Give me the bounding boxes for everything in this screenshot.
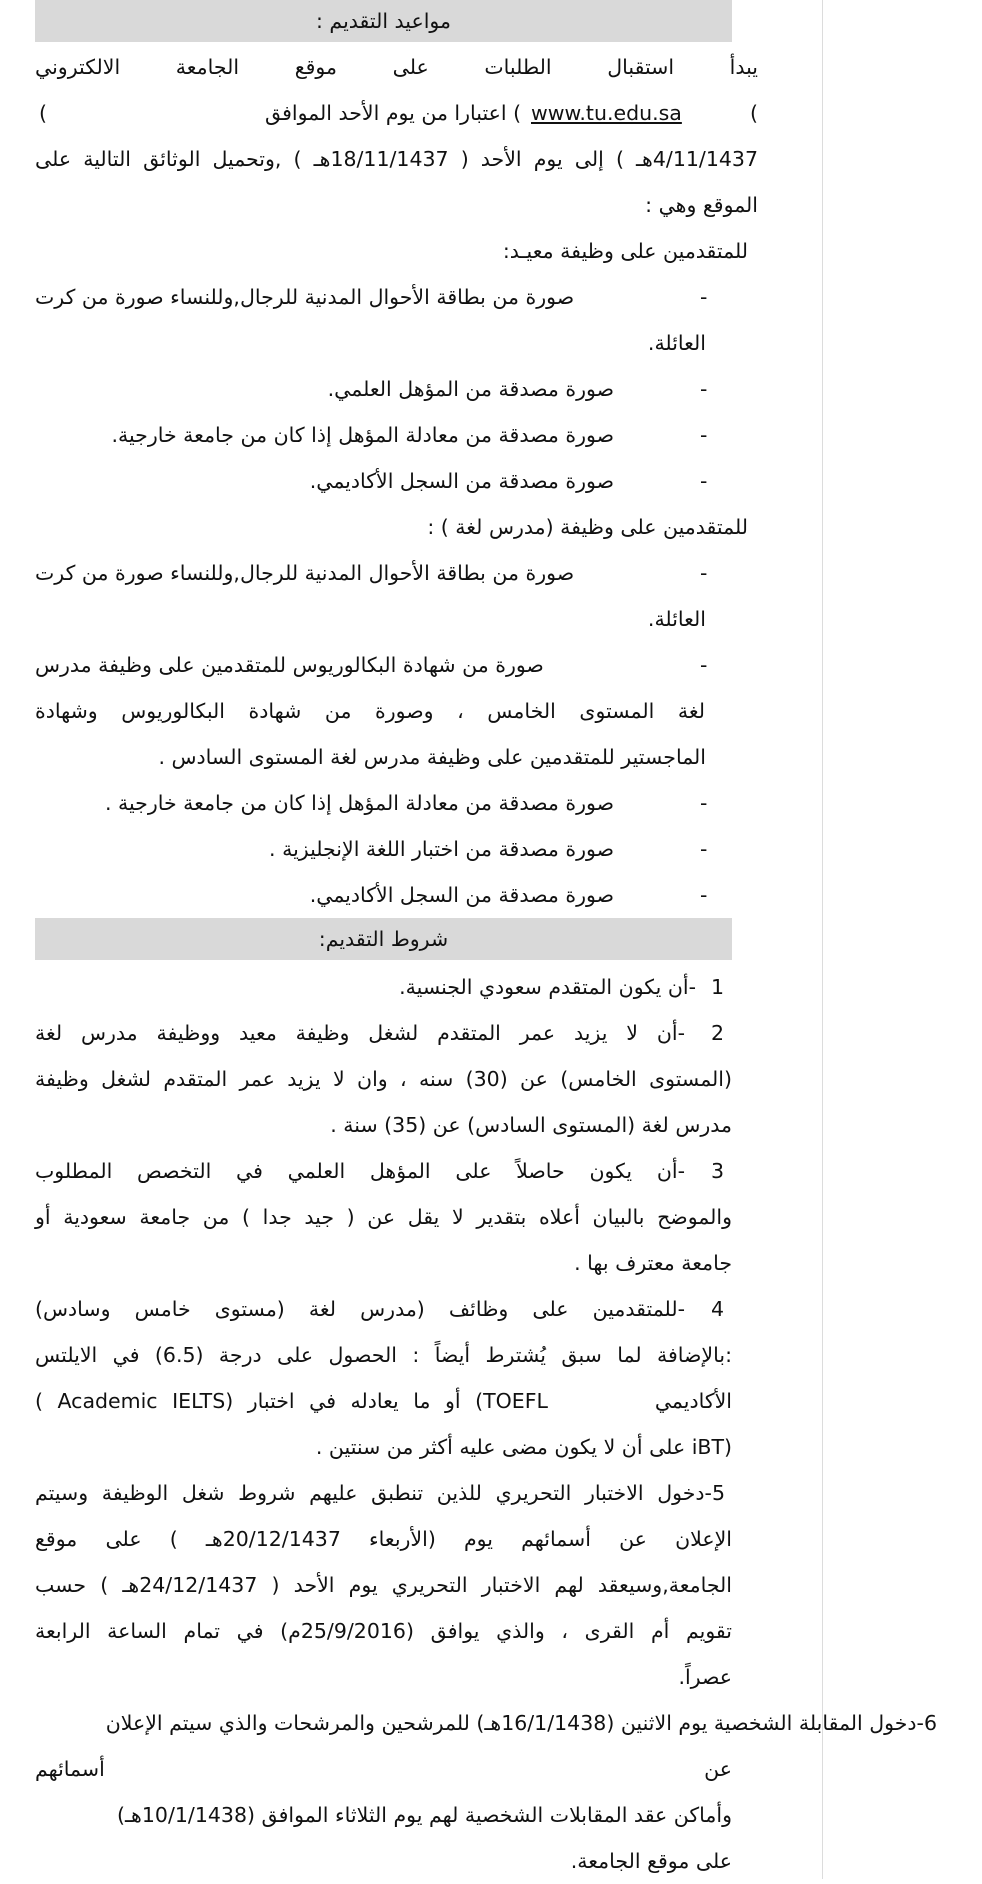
- condition-4-line-1: -للمتقدمين على وظائف (مدرس لغة (مستوى خامس وسادس): [35, 1297, 685, 1321]
- intro-line-1: يبدأ استقبال الطلبات على موقع الجامعة الالكتروني: [35, 55, 758, 79]
- condition-5-line-3: الجامعة,وسيعقد لهم الاختبار التحريري يوم الأحد ( 24/12/1437هـ ) حسب: [35, 1573, 732, 1597]
- university-website-link[interactable]: www.tu.edu.sa: [531, 101, 682, 125]
- condition-5-line-4: تقويم أم القرى ، والذي يوافق (25/9/2016م) في تمام الساعة الرابعة: [35, 1619, 732, 1643]
- condition-2-line-2: (المستوى الخامس) عن (30) سنه ، وان لا يزيد عمر المتقدم لشغل وظيفة: [35, 1067, 732, 1091]
- lt-item-3: صورة مصدقة من معادلة المؤهل إذا كان من جامعة خارجية .: [104, 791, 614, 815]
- bullet-dash: -: [700, 423, 708, 447]
- paren-open: (: [39, 101, 47, 125]
- bullet-dash: -: [700, 883, 708, 907]
- intro-line-2-text: ) اعتبارا من يوم الأحد الموافق: [265, 101, 522, 125]
- bullet-dash: -: [700, 377, 708, 401]
- teaching-assistant-heading: للمتقدمين على وظيفة معيـد:: [502, 239, 748, 263]
- condition-number: 4: [711, 1297, 725, 1321]
- ta-item-1: صورة من بطاقة الأحوال المدنية للرجال,وللنساء صورة من كرت: [35, 285, 575, 309]
- language-teacher-heading: للمتقدمين على وظيفة (مدرس لغة ) :: [427, 515, 748, 539]
- condition-4-line-3-ar: الأكاديمي: [654, 1389, 732, 1413]
- lt-item-1-cont: العائلة.: [647, 607, 706, 631]
- condition-4-line-4-en: iBT): [691, 1435, 732, 1459]
- lt-item-2-cont-2: الماجستير للمتقدمين على وظيفة مدرس لغة المستوى السادس .: [158, 745, 706, 769]
- application-dates-heading: [35, 0, 732, 42]
- condition-6-line-3: وأماكن عقد المقابلات الشخصية لهم يوم الثلاثاء الموافق (10/1/1438هـ): [117, 1803, 732, 1827]
- condition-4-line-3: [35, 1378, 732, 1424]
- condition-4-line-2: :بالإضافة لما سبق يُشترط أيضاً : الحصول على درجة (6.5) في الايلتس: [35, 1343, 732, 1367]
- condition-5-line-1: 5-دخول الاختبار التحريري للذين تنطبق عليهم شروط شغل الوظيفة وسيتم: [35, 1481, 725, 1505]
- intro-line-4: الموقع وهي :: [645, 193, 758, 217]
- condition-3-line-2: والموضح بالبيان أعلاه بتقدير لا يقل عن ( جيد جدا ) من جامعة سعودية أو: [35, 1205, 732, 1229]
- lt-item-5: صورة مصدقة من السجل الأكاديمي.: [309, 883, 614, 907]
- ta-item-2: صورة مصدقة من المؤهل العلمي.: [327, 377, 614, 401]
- lt-item-4: صورة مصدقة من اختبار اللغة الإنجليزية .: [269, 837, 614, 861]
- intro-line-2: [35, 90, 758, 136]
- bullet-dash: -: [700, 469, 708, 493]
- condition-number: 3: [711, 1159, 725, 1183]
- condition-2-line-1: -أن لا يزيد عمر المتقدم لشغل وظيفة معيد ووظيفة مدرس لغة: [35, 1021, 685, 1045]
- condition-number: 2: [711, 1021, 725, 1045]
- condition-4-line-4: [316, 1424, 732, 1470]
- condition-6-line-4: على موقع الجامعة.: [570, 1849, 732, 1873]
- condition-1: -أن يكون المتقدم سعودي الجنسية.: [399, 975, 696, 999]
- bullet-dash: -: [700, 561, 708, 585]
- ta-item-1-cont: العائلة.: [647, 331, 706, 355]
- condition-5-line-2: الإعلان عن أسمائهم يوم (الأربعاء 20/12/1437هـ ) على موقع: [35, 1527, 732, 1551]
- lt-item-2: صورة من شهادة البكالوريوس للمتقدمين على وظيفة مدرس: [35, 653, 544, 677]
- condition-6-line-1: 6-دخول المقابلة الشخصية يوم الاثنين (16/1/1438هـ) للمرشحين والمرشحات والذي سيتم الإعلان: [105, 1711, 937, 1735]
- intro-line-3: 4/11/1437هـ ) إلى يوم الأحد ( 18/11/1437هـ ) ,وتحميل الوثائق التالية على: [35, 147, 758, 171]
- condition-6-line-2-b: أسمائهم: [35, 1757, 105, 1781]
- condition-3-line-1: -أن يكون حاصلاً على المؤهل العلمي في التخصص المطلوب: [35, 1159, 685, 1183]
- conditions-heading: [35, 918, 732, 960]
- ta-item-4: صورة مصدقة من السجل الأكاديمي.: [309, 469, 614, 493]
- paren-close: (: [750, 101, 758, 125]
- bullet-dash: -: [700, 285, 708, 309]
- lt-item-1: صورة من بطاقة الأحوال المدنية للرجال,وللنساء صورة من كرت: [35, 561, 575, 585]
- bullet-dash: -: [700, 791, 708, 815]
- heading-text: شروط التقديم:: [318, 927, 449, 951]
- heading-text: مواعيد التقديم :: [316, 9, 451, 33]
- margin-guide-line: [822, 0, 823, 1879]
- condition-6-line-2: [35, 1746, 732, 1792]
- condition-4-line-4-ar: على أن لا يكون مضى عليه أكثر من سنتين .: [315, 1435, 686, 1459]
- bullet-dash: -: [700, 837, 708, 861]
- condition-2-line-3: مدرس لغة (المستوى السادس) عن (35) سنة .: [330, 1113, 732, 1137]
- condition-4-line-3-en: ( Academic IELTS) أو ما يعادله في اختبار (TOEFL: [35, 1389, 548, 1413]
- lt-item-2-cont-1: لغة المستوى الخامس ، وصورة من شهادة البكالوريوس وشهادة: [35, 699, 705, 723]
- bullet-dash: -: [700, 653, 708, 677]
- ta-item-3: صورة مصدقة من معادلة المؤهل إذا كان من جامعة خارجية.: [111, 423, 614, 447]
- condition-number: 1: [711, 975, 725, 999]
- condition-6-line-2-a: عن: [704, 1757, 732, 1781]
- condition-5-line-5: عصراً.: [678, 1665, 732, 1689]
- condition-3-line-3: جامعة معترف بها .: [574, 1251, 732, 1275]
